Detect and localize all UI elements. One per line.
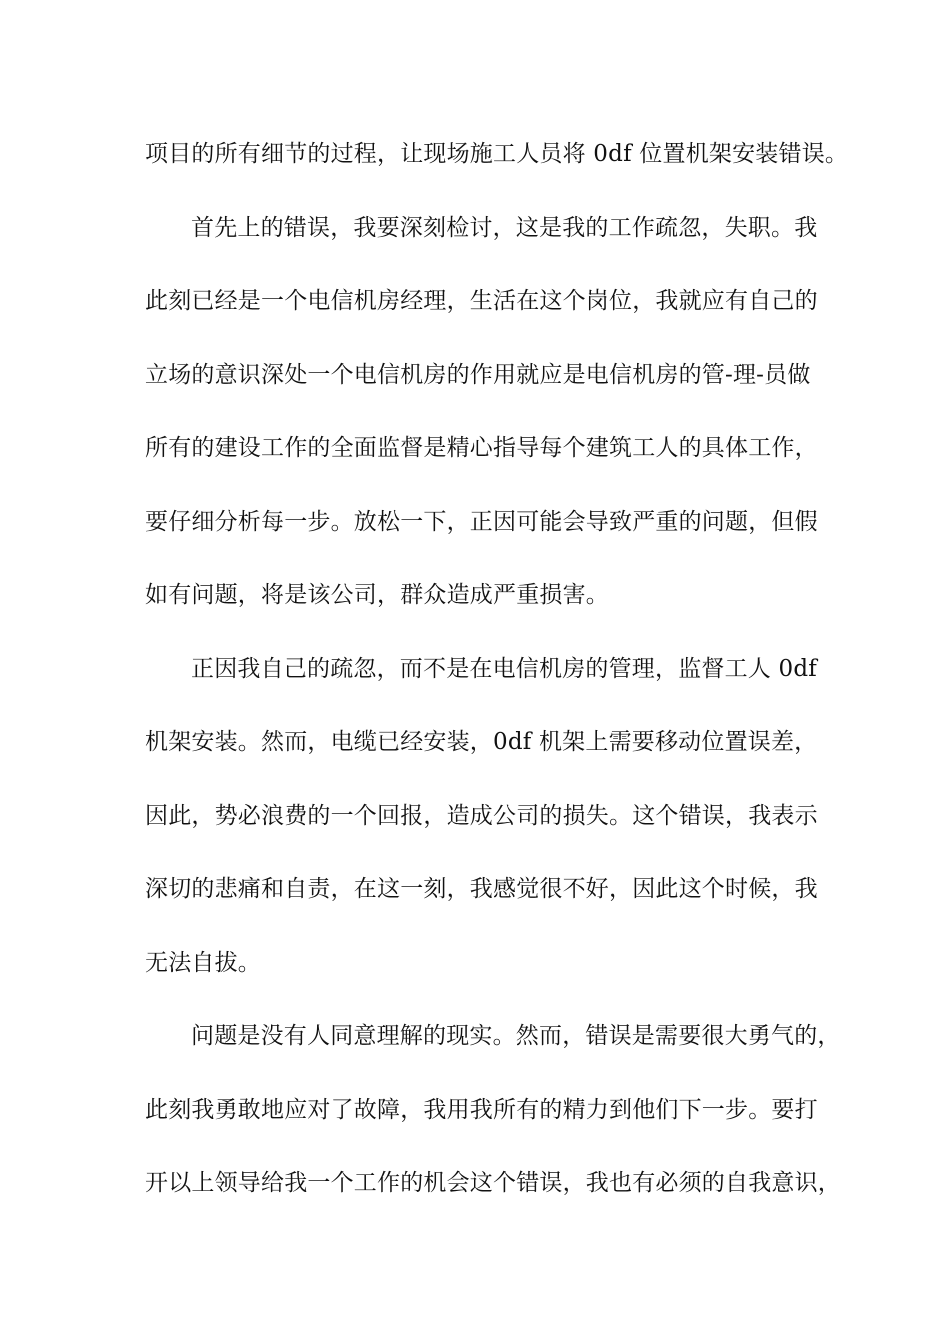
text-line: 机架安装。然而，电缆已经安装，0df 机架上需要移动位置误差， xyxy=(145,729,818,755)
text-line: 因此，势必浪费的一个回报，造成公司的损失。这个错误，我表示 xyxy=(145,802,818,829)
text-line: 此刻已经是一个电信机房经理，生活在这个岗位，我就应有自己的 xyxy=(145,288,818,314)
text-line: 首先上的错误，我要深刻检讨，这是我的工作疏忽，失职。我 xyxy=(191,214,818,241)
text-line: 所有的建设工作的全面监督是精心指导每个建筑工人的具体工作， xyxy=(145,435,818,461)
text-line: 要仔细分析每一步。放松一下，正因可能会导致严重的问题，但假 xyxy=(145,508,818,535)
text-line: 项目的所有细节的过程，让现场施工人员将 0df 位置机架安装错误。 xyxy=(145,141,849,167)
text-line: 此刻我勇敢地应对了故障，我用我所有的精力到他们下一步。要打 xyxy=(145,1096,818,1123)
text-line: 问题是没有人同意理解的现实。然而，错误是需要很大勇气的， xyxy=(191,1023,841,1049)
text-line: 无法自拔。 xyxy=(145,949,261,976)
text-line: 如有问题，将是该公司，群众造成严重损害。 xyxy=(145,582,609,608)
text-line: 开以上领导给我一个工作的机会这个错误，我也有必须的自我意识， xyxy=(145,1170,841,1196)
text-line: 深切的悲痛和自责，在这一刻，我感觉很不好，因此这个时候，我 xyxy=(145,876,818,902)
document-body xyxy=(145,132,849,1235)
text-line: 正因我自己的疏忽，而不是在电信机房的管理，监督工人 0df xyxy=(191,655,817,682)
text-line: 立场的意识深处一个电信机房的作用就应是电信机房的管-理-员做 xyxy=(145,361,811,388)
